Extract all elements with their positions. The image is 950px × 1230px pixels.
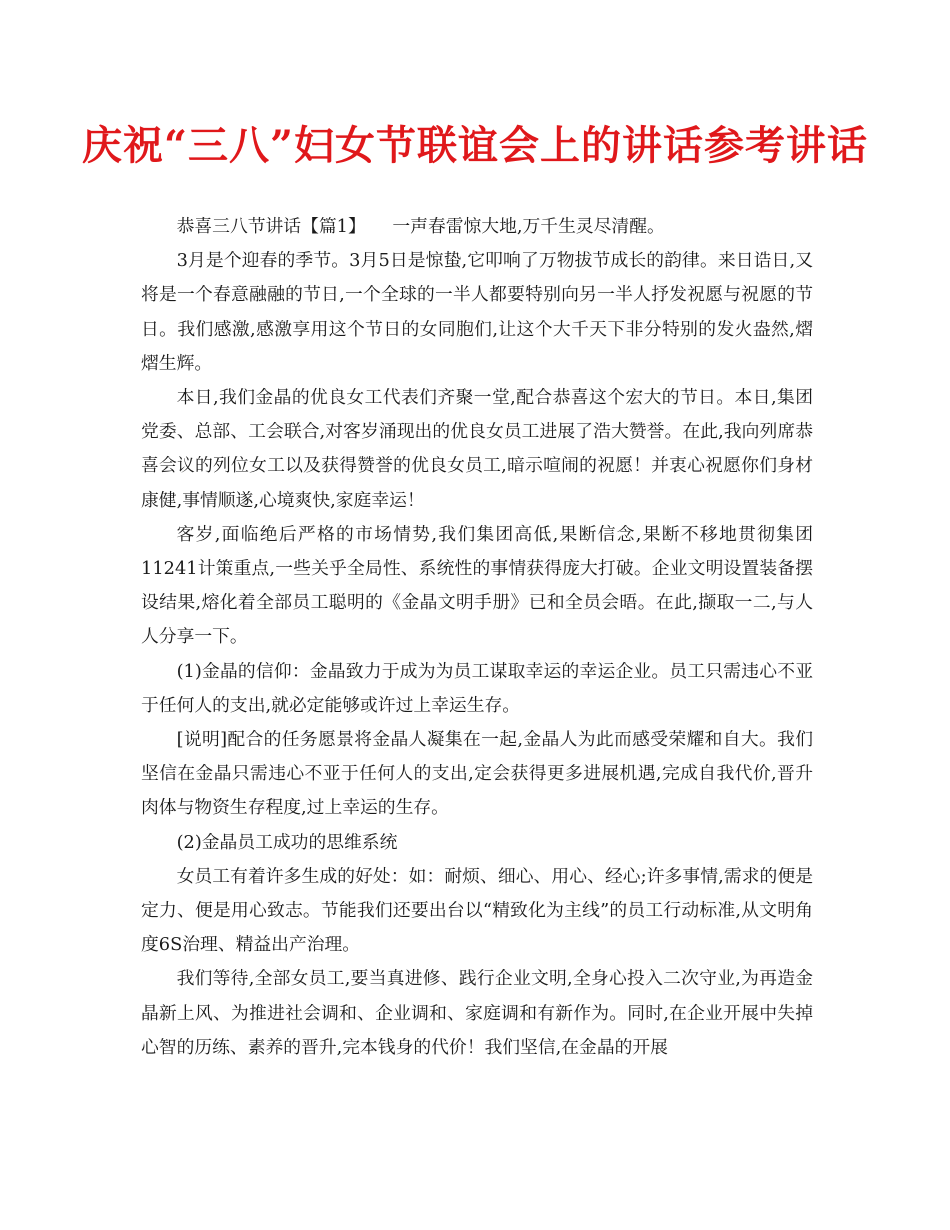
document-title: 庆祝“三八”妇女节联谊会上的讲话参考讲话 [81, 122, 868, 169]
paragraph: 客岁,面临绝后严格的市场情势,我们集团高低,果断信念,果断不移地贯彻集团11241计策重点,一些关乎全局性、系统性的事情获得庞大打破。企业文明设置装备摆设结果,熔化着全部员工聪明的《金晶文明手册》已和全员会晤。在此,撷取一二,与人人分享一下。 [141, 523, 813, 648]
paragraph: 本日,我们金晶的优良女工代表们齐聚一堂,配合恭喜这个宏大的节日。本日,集团党委、总部、工会联合,对客岁涌现出的优良女员工进展了浩大赞誉。在此,我向列席恭喜会议的列位女工以及获得赞誉的优良女员工,暗示喧闹的祝愿！并衷心祝愿你们身材康健,事情顺遂,心境爽快,家庭幸运！ [141, 387, 813, 511]
paragraph: 我们等待,全部女员工,要当真进修、践行企业文明,全身心投入二次守业,为再造金晶新上风、为推进社会调和、企业调和、家庭调和有新作为。同时,在企业开展中失掉心智的历练、素养的晋升,完本钱身的代价！我们坚信,在金晶的开展 [141, 968, 813, 1058]
paragraph-intro: 恭喜三八节讲话【篇1】 一声春雷惊大地,万千生灵尽清醒。 [176, 216, 665, 237]
paragraph: [说明]配合的任务愿景将金晶人凝集在一起,金晶人为此而感受荣耀和自大。我们坚信在金晶只需违心不亚于任何人的支出,定会获得更多进展机遇,完成自我代价,晋升肉体与物资生存程度,过上幸运的生存。 [141, 729, 813, 819]
document-body [141, 210, 813, 1065]
paragraph: 3月是个迎春的季节。3月5日是惊蛰,它叩响了万物拔节成长的韵律。来日诰日,又将是一个春意融融的节日,一个全球的一半人都要特别向另一半人抒发祝愿与祝愿的节日。我们感激,感激享用这个节日的女同胞们,让这个大千天下非分特别的发火盎然,熠熠生辉。 [141, 250, 813, 374]
paragraph: 女员工有着许多生成的好处：如：耐烦、细心、用心、经心;许多事情,需求的便是定力、便是用心致志。节能我们还要出台以“精致化为主线”的员工行动标准,从文明角度6S治理、精益出产治理。 [141, 865, 813, 956]
paragraph: (2)金晶员工成功的思维系统 [176, 831, 398, 853]
paragraph: (1)金晶的信仰：金晶致力于成为为员工谋取幸运的幸运企业。员工只需违心不亚于任何人的支出,就必定能够或许过上幸运生存。 [141, 660, 813, 716]
